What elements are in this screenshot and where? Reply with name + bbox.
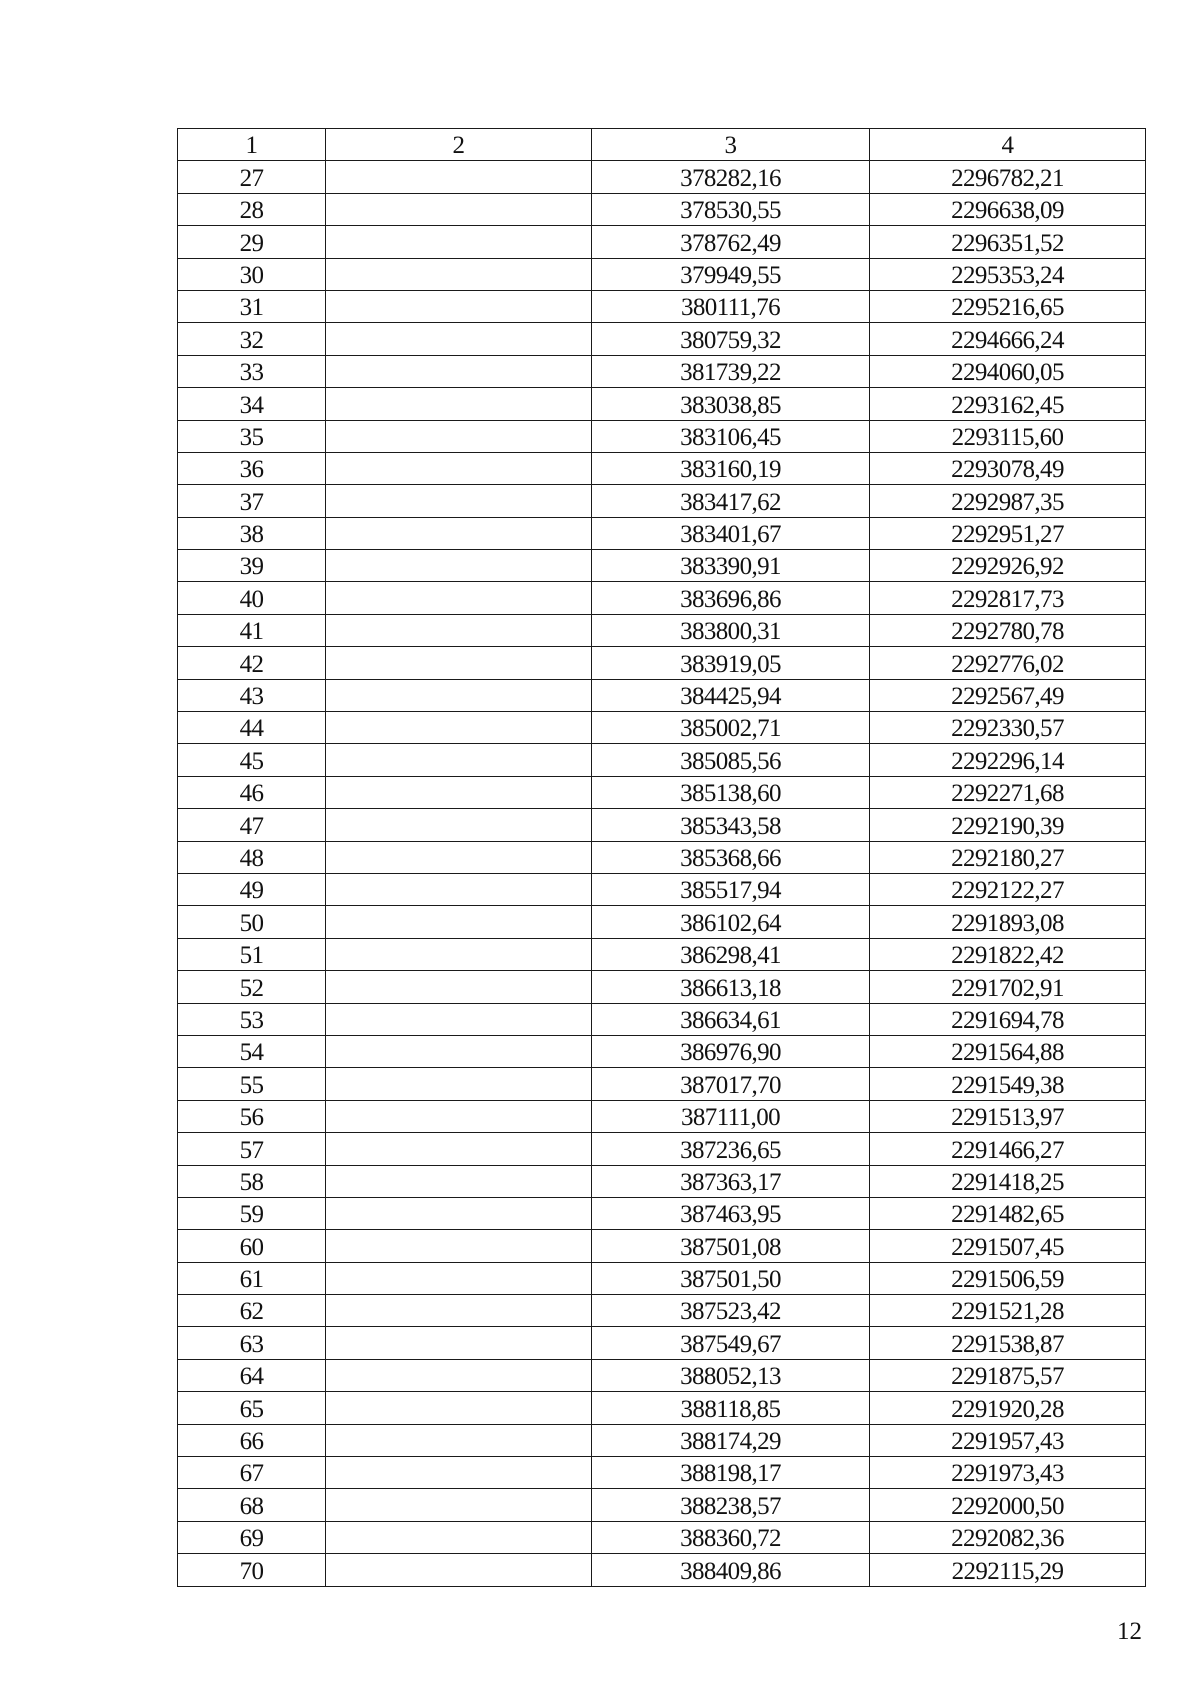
y-coordinate-cell: 2291538,87 (870, 1327, 1146, 1359)
table-row (178, 193, 1146, 225)
y-coordinate-cell: 2293162,45 (870, 388, 1146, 420)
description-cell (326, 647, 592, 679)
row-number-cell: 52 (178, 971, 326, 1003)
x-coordinate-cell: 388360,72 (592, 1521, 870, 1553)
x-coordinate-cell: 383919,05 (592, 647, 870, 679)
description-cell (326, 1359, 592, 1391)
table-row (178, 1554, 1146, 1586)
x-coordinate-cell: 387501,50 (592, 1262, 870, 1294)
y-coordinate-cell: 2291506,59 (870, 1262, 1146, 1294)
y-coordinate-cell: 2292115,29 (870, 1554, 1146, 1586)
description-cell (326, 1424, 592, 1456)
table-row (178, 1295, 1146, 1327)
header-cell-col-1: 1 (178, 129, 326, 161)
y-coordinate-cell: 2292817,73 (870, 582, 1146, 614)
description-cell (326, 1327, 592, 1359)
table-row (178, 1489, 1146, 1521)
x-coordinate-cell: 378282,16 (592, 161, 870, 193)
description-cell (326, 193, 592, 225)
table-row (178, 1100, 1146, 1132)
x-coordinate-cell: 387236,65 (592, 1133, 870, 1165)
y-coordinate-cell: 2292776,02 (870, 647, 1146, 679)
table-row (178, 614, 1146, 646)
x-coordinate-cell: 383390,91 (592, 550, 870, 582)
y-coordinate-cell: 2296351,52 (870, 226, 1146, 258)
y-coordinate-cell: 2291549,38 (870, 1068, 1146, 1100)
table-row (178, 841, 1146, 873)
description-cell (326, 841, 592, 873)
y-coordinate-cell: 2292987,35 (870, 485, 1146, 517)
y-coordinate-cell: 2291513,97 (870, 1100, 1146, 1132)
x-coordinate-cell: 383417,62 (592, 485, 870, 517)
description-cell (326, 1489, 592, 1521)
table-row (178, 226, 1146, 258)
x-coordinate-cell: 383106,45 (592, 420, 870, 452)
y-coordinate-cell: 2291875,57 (870, 1359, 1146, 1391)
row-number-cell: 37 (178, 485, 326, 517)
row-number-cell: 55 (178, 1068, 326, 1100)
y-coordinate-cell: 2292082,36 (870, 1521, 1146, 1553)
table-row (178, 1327, 1146, 1359)
table-row (178, 420, 1146, 452)
y-coordinate-cell: 2293115,60 (870, 420, 1146, 452)
x-coordinate-cell: 388198,17 (592, 1457, 870, 1489)
header-cell-col-2: 2 (326, 129, 592, 161)
table-row (178, 323, 1146, 355)
description-cell (326, 1100, 592, 1132)
description-cell (326, 712, 592, 744)
x-coordinate-cell: 385002,71 (592, 712, 870, 744)
x-coordinate-cell: 383038,85 (592, 388, 870, 420)
y-coordinate-cell: 2292000,50 (870, 1489, 1146, 1521)
description-cell (326, 614, 592, 646)
y-coordinate-cell: 2292190,39 (870, 809, 1146, 841)
row-number-cell: 67 (178, 1457, 326, 1489)
description-cell (326, 1554, 592, 1586)
y-coordinate-cell: 2295353,24 (870, 258, 1146, 290)
row-number-cell: 62 (178, 1295, 326, 1327)
x-coordinate-cell: 386298,41 (592, 938, 870, 970)
table-row (178, 1359, 1146, 1391)
description-cell (326, 1457, 592, 1489)
table-row (178, 938, 1146, 970)
description-cell (326, 323, 592, 355)
description-cell (326, 1003, 592, 1035)
row-number-cell: 51 (178, 938, 326, 970)
y-coordinate-cell: 2292926,92 (870, 550, 1146, 582)
x-coordinate-cell: 378762,49 (592, 226, 870, 258)
x-coordinate-cell: 384425,94 (592, 679, 870, 711)
header-cell-col-3: 3 (592, 129, 870, 161)
table-row (178, 809, 1146, 841)
row-number-cell: 66 (178, 1424, 326, 1456)
row-number-cell: 45 (178, 744, 326, 776)
x-coordinate-cell: 387363,17 (592, 1165, 870, 1197)
y-coordinate-cell: 2291418,25 (870, 1165, 1146, 1197)
description-cell (326, 1392, 592, 1424)
table-row (178, 1521, 1146, 1553)
row-number-cell: 63 (178, 1327, 326, 1359)
x-coordinate-cell: 387501,08 (592, 1230, 870, 1262)
row-number-cell: 38 (178, 517, 326, 549)
x-coordinate-cell: 383160,19 (592, 452, 870, 484)
table-row (178, 1165, 1146, 1197)
row-number-cell: 39 (178, 550, 326, 582)
coordinates-table (177, 128, 1146, 1587)
description-cell (326, 971, 592, 1003)
description-cell (326, 873, 592, 905)
table-row (178, 388, 1146, 420)
row-number-cell: 35 (178, 420, 326, 452)
row-number-cell: 42 (178, 647, 326, 679)
row-number-cell: 70 (178, 1554, 326, 1586)
table-row (178, 712, 1146, 744)
y-coordinate-cell: 2292271,68 (870, 776, 1146, 808)
y-coordinate-cell: 2291973,43 (870, 1457, 1146, 1489)
x-coordinate-cell: 388409,86 (592, 1554, 870, 1586)
table-row (178, 1068, 1146, 1100)
table-row (178, 258, 1146, 290)
row-number-cell: 46 (178, 776, 326, 808)
row-number-cell: 36 (178, 452, 326, 484)
row-number-cell: 47 (178, 809, 326, 841)
y-coordinate-cell: 2296782,21 (870, 161, 1146, 193)
y-coordinate-cell: 2292122,27 (870, 873, 1146, 905)
description-cell (326, 1068, 592, 1100)
description-cell (326, 388, 592, 420)
y-coordinate-cell: 2291920,28 (870, 1392, 1146, 1424)
y-coordinate-cell: 2292951,27 (870, 517, 1146, 549)
description-cell (326, 1133, 592, 1165)
description-cell (326, 809, 592, 841)
header-cell-col-4: 4 (870, 129, 1146, 161)
table-row (178, 776, 1146, 808)
x-coordinate-cell: 386634,61 (592, 1003, 870, 1035)
row-number-cell: 58 (178, 1165, 326, 1197)
description-cell (326, 258, 592, 290)
table-row (178, 873, 1146, 905)
row-number-cell: 28 (178, 193, 326, 225)
x-coordinate-cell: 388174,29 (592, 1424, 870, 1456)
row-number-cell: 50 (178, 906, 326, 938)
table-row (178, 550, 1146, 582)
table-row (178, 906, 1146, 938)
y-coordinate-cell: 2291957,43 (870, 1424, 1146, 1456)
x-coordinate-cell: 387549,67 (592, 1327, 870, 1359)
y-coordinate-cell: 2292567,49 (870, 679, 1146, 711)
y-coordinate-cell: 2291507,45 (870, 1230, 1146, 1262)
description-cell (326, 1230, 592, 1262)
x-coordinate-cell: 385368,66 (592, 841, 870, 873)
description-cell (326, 776, 592, 808)
row-number-cell: 49 (178, 873, 326, 905)
row-number-cell: 53 (178, 1003, 326, 1035)
description-cell (326, 744, 592, 776)
description-cell (326, 420, 592, 452)
row-number-cell: 59 (178, 1197, 326, 1229)
row-number-cell: 40 (178, 582, 326, 614)
row-number-cell: 34 (178, 388, 326, 420)
y-coordinate-cell: 2293078,49 (870, 452, 1146, 484)
row-number-cell: 57 (178, 1133, 326, 1165)
table-row (178, 1392, 1146, 1424)
row-number-cell: 54 (178, 1035, 326, 1067)
x-coordinate-cell: 383401,67 (592, 517, 870, 549)
x-coordinate-cell: 381739,22 (592, 355, 870, 387)
table-row (178, 679, 1146, 711)
x-coordinate-cell: 387111,00 (592, 1100, 870, 1132)
y-coordinate-cell: 2291694,78 (870, 1003, 1146, 1035)
table-row (178, 1133, 1146, 1165)
row-number-cell: 30 (178, 258, 326, 290)
description-cell (326, 1295, 592, 1327)
description-cell (326, 452, 592, 484)
x-coordinate-cell: 386613,18 (592, 971, 870, 1003)
table-row (178, 1262, 1146, 1294)
table-row (178, 1457, 1146, 1489)
x-coordinate-cell: 388238,57 (592, 1489, 870, 1521)
description-cell (326, 1197, 592, 1229)
description-cell (326, 1521, 592, 1553)
y-coordinate-cell: 2292180,27 (870, 841, 1146, 873)
row-number-cell: 33 (178, 355, 326, 387)
description-cell (326, 517, 592, 549)
y-coordinate-cell: 2291702,91 (870, 971, 1146, 1003)
y-coordinate-cell: 2291482,65 (870, 1197, 1146, 1229)
row-number-cell: 27 (178, 161, 326, 193)
description-cell (326, 906, 592, 938)
table-row (178, 355, 1146, 387)
row-number-cell: 29 (178, 226, 326, 258)
y-coordinate-cell: 2294060,05 (870, 355, 1146, 387)
y-coordinate-cell: 2294666,24 (870, 323, 1146, 355)
table-row (178, 452, 1146, 484)
coordinates-table-body (178, 129, 1146, 1587)
table-row (178, 1003, 1146, 1035)
y-coordinate-cell: 2291466,27 (870, 1133, 1146, 1165)
x-coordinate-cell: 385343,58 (592, 809, 870, 841)
row-number-cell: 61 (178, 1262, 326, 1294)
table-row (178, 744, 1146, 776)
table-row (178, 485, 1146, 517)
row-number-cell: 64 (178, 1359, 326, 1391)
description-cell (326, 1262, 592, 1294)
table-row (178, 517, 1146, 549)
x-coordinate-cell: 386976,90 (592, 1035, 870, 1067)
x-coordinate-cell: 379949,55 (592, 258, 870, 290)
row-number-cell: 43 (178, 679, 326, 711)
x-coordinate-cell: 385138,60 (592, 776, 870, 808)
table-row (178, 1424, 1146, 1456)
x-coordinate-cell: 387523,42 (592, 1295, 870, 1327)
y-coordinate-cell: 2295216,65 (870, 290, 1146, 322)
y-coordinate-cell: 2291521,28 (870, 1295, 1146, 1327)
row-number-cell: 56 (178, 1100, 326, 1132)
row-number-cell: 48 (178, 841, 326, 873)
table-row (178, 582, 1146, 614)
page-number: 12 (1117, 1618, 1142, 1645)
table-row (178, 1197, 1146, 1229)
x-coordinate-cell: 385085,56 (592, 744, 870, 776)
x-coordinate-cell: 383800,31 (592, 614, 870, 646)
y-coordinate-cell: 2291564,88 (870, 1035, 1146, 1067)
x-coordinate-cell: 387463,95 (592, 1197, 870, 1229)
x-coordinate-cell: 380759,32 (592, 323, 870, 355)
x-coordinate-cell: 385517,94 (592, 873, 870, 905)
table-row (178, 647, 1146, 679)
x-coordinate-cell: 380111,76 (592, 290, 870, 322)
y-coordinate-cell: 2292296,14 (870, 744, 1146, 776)
row-number-cell: 65 (178, 1392, 326, 1424)
y-coordinate-cell: 2291893,08 (870, 906, 1146, 938)
description-cell (326, 938, 592, 970)
row-number-cell: 31 (178, 290, 326, 322)
row-number-cell: 32 (178, 323, 326, 355)
x-coordinate-cell: 386102,64 (592, 906, 870, 938)
description-cell (326, 290, 592, 322)
row-number-cell: 60 (178, 1230, 326, 1262)
y-coordinate-cell: 2292780,78 (870, 614, 1146, 646)
description-cell (326, 226, 592, 258)
y-coordinate-cell: 2291822,42 (870, 938, 1146, 970)
description-cell (326, 1035, 592, 1067)
description-cell (326, 485, 592, 517)
row-number-cell: 68 (178, 1489, 326, 1521)
x-coordinate-cell: 383696,86 (592, 582, 870, 614)
description-cell (326, 161, 592, 193)
description-cell (326, 550, 592, 582)
x-coordinate-cell: 387017,70 (592, 1068, 870, 1100)
table-row (178, 290, 1146, 322)
description-cell (326, 582, 592, 614)
row-number-cell: 69 (178, 1521, 326, 1553)
table-row (178, 1230, 1146, 1262)
table-header-row (178, 129, 1146, 161)
x-coordinate-cell: 378530,55 (592, 193, 870, 225)
x-coordinate-cell: 388118,85 (592, 1392, 870, 1424)
table-row (178, 161, 1146, 193)
row-number-cell: 41 (178, 614, 326, 646)
table-row (178, 971, 1146, 1003)
x-coordinate-cell: 388052,13 (592, 1359, 870, 1391)
y-coordinate-cell: 2292330,57 (870, 712, 1146, 744)
table-row (178, 1035, 1146, 1067)
description-cell (326, 1165, 592, 1197)
y-coordinate-cell: 2296638,09 (870, 193, 1146, 225)
row-number-cell: 44 (178, 712, 326, 744)
description-cell (326, 355, 592, 387)
description-cell (326, 679, 592, 711)
